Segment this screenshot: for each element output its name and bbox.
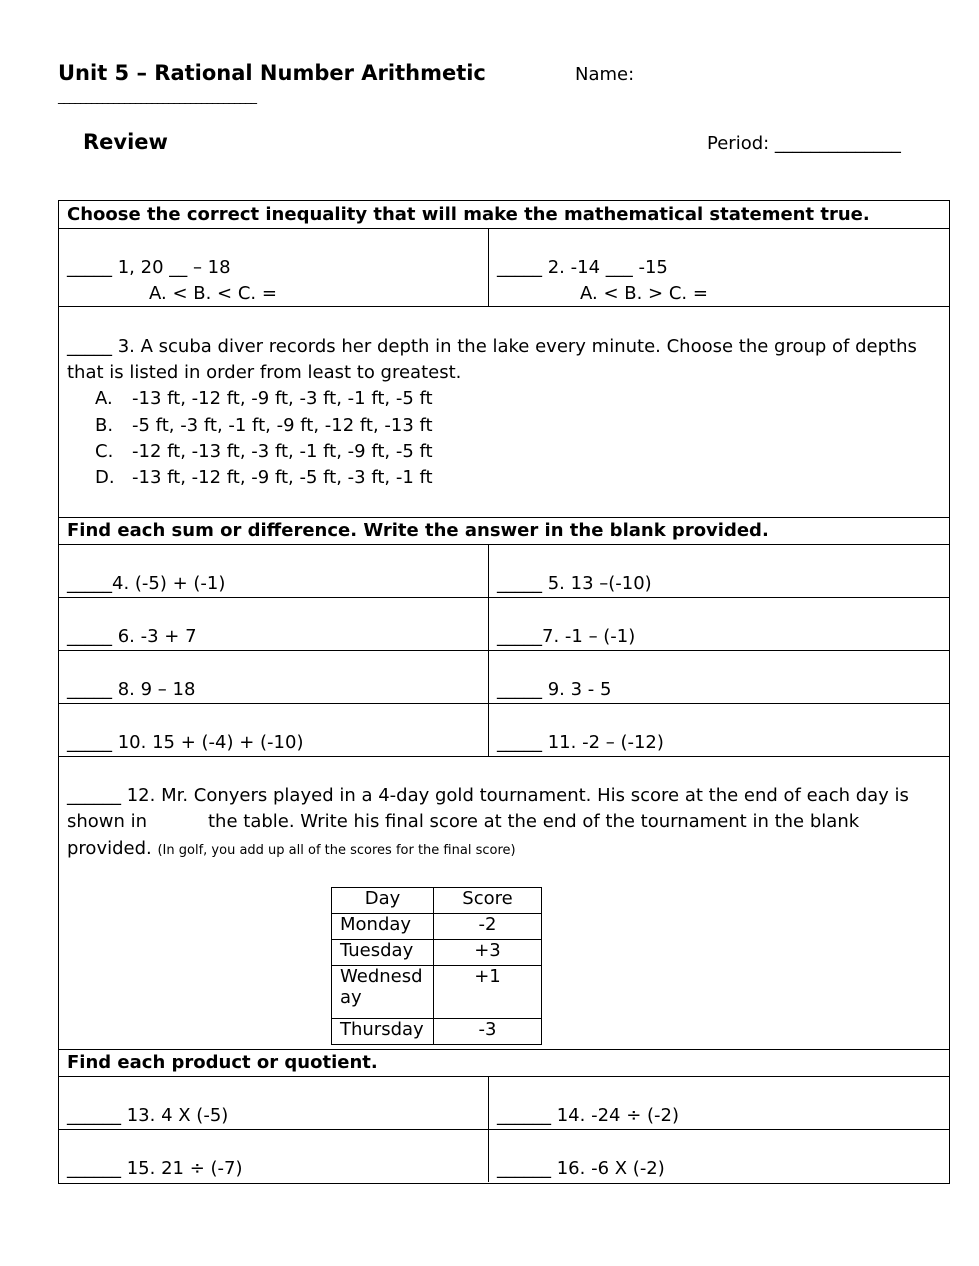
day-cell: Monday	[332, 914, 434, 940]
divider	[58, 597, 949, 598]
day-cell: Thursday	[332, 1019, 434, 1045]
column-divider	[488, 544, 489, 756]
section-instruction-sum: Find each sum or difference. Write the answer in the blank provided.	[67, 520, 769, 541]
option-d: -13 ft, -12 ft, -9 ft, -5 ft, -3 ft, -1 ft	[132, 467, 433, 488]
question-2-choices: A. < B. > C. =	[580, 283, 708, 304]
option-letter: C.	[95, 441, 114, 462]
column-divider	[488, 228, 489, 306]
divider	[58, 228, 949, 229]
question-9[interactable]: _____ 9. 3 - 5	[497, 679, 612, 700]
page-title: Unit 5 – Rational Number Arithmetic	[58, 61, 486, 85]
table-row	[332, 914, 542, 940]
question-5[interactable]: _____ 5. 13 –(-10)	[497, 573, 652, 594]
question-13[interactable]: ______ 13. 4 X (-5)	[67, 1105, 229, 1126]
day-cell-line2: ay	[340, 987, 362, 1008]
score-cell: +3	[434, 940, 542, 966]
period-field[interactable]: Period: ______________	[707, 133, 901, 154]
question-4[interactable]: _____4. (-5) + (-1)	[67, 573, 226, 594]
question-3[interactable]: _____ 3. A scuba diver records her depth in the lake every minute. Choose the group of depths	[67, 336, 917, 357]
column-divider	[488, 1076, 489, 1182]
page-subtitle: Review	[83, 130, 168, 154]
question-16[interactable]: ______ 16. -6 X (-2)	[497, 1158, 665, 1179]
question-7[interactable]: _____7. -1 – (-1)	[497, 626, 636, 647]
option-letter: B.	[95, 415, 114, 436]
table-row	[332, 966, 542, 1019]
golf-score-table	[331, 887, 542, 1045]
divider	[58, 306, 949, 307]
score-cell: +1	[434, 966, 542, 1019]
day-cell-line1: Wednesd	[340, 966, 423, 987]
divider	[58, 703, 949, 704]
divider	[58, 517, 949, 518]
question-2[interactable]: _____ 2. -14 ___ -15	[497, 257, 668, 278]
question-6[interactable]: _____ 6. -3 + 7	[67, 626, 197, 647]
option-letter: A.	[95, 388, 113, 409]
question-12[interactable]: ______ 12. Mr. Conyers played in a 4-day gold tournament. His score at the end of each day is	[67, 785, 909, 806]
question-12-line2a: shown in	[67, 811, 148, 832]
divider	[58, 1049, 949, 1050]
question-14[interactable]: ______ 14. -24 ÷ (-2)	[497, 1105, 679, 1126]
divider	[58, 544, 949, 545]
section-instruction-inequality: Choose the correct inequality that will make the mathematical statement true.	[67, 204, 870, 225]
day-cell	[332, 966, 434, 1019]
score-cell: -2	[434, 914, 542, 940]
section-instruction-product: Find each product or quotient.	[67, 1052, 378, 1073]
question-11[interactable]: _____ 11. -2 – (-12)	[497, 732, 664, 753]
name-label: Name:	[575, 64, 635, 85]
question-12-note: (In golf, you add up all of the scores for the final score)	[157, 843, 516, 858]
table-row	[332, 940, 542, 966]
column-header-score: Score	[434, 888, 542, 914]
day-cell: Tuesday	[332, 940, 434, 966]
question-1[interactable]: _____ 1, 20 __ – 18	[67, 257, 231, 278]
question-12-line2b: the table. Write his final score at the end of the tournament in the blank	[208, 811, 860, 832]
name-line[interactable]: ____________________________________	[58, 90, 256, 105]
table-row	[332, 1019, 542, 1045]
divider	[58, 650, 949, 651]
option-b: -5 ft, -3 ft, -1 ft, -9 ft, -12 ft, -13 ft	[132, 415, 433, 436]
divider	[58, 756, 949, 757]
option-letter: D.	[95, 467, 115, 488]
question-15[interactable]: ______ 15. 21 ÷ (-7)	[67, 1158, 243, 1179]
question-10[interactable]: _____ 10. 15 + (-4) + (-10)	[67, 732, 304, 753]
question-8[interactable]: _____ 8. 9 – 18	[67, 679, 196, 700]
divider	[58, 1076, 949, 1077]
column-header-day: Day	[332, 888, 434, 914]
question-12-provided: provided.	[67, 838, 152, 859]
option-a: -13 ft, -12 ft, -9 ft, -3 ft, -1 ft, -5 ft	[132, 388, 433, 409]
table-header-row	[332, 888, 542, 914]
question-3-line2: that is listed in order from least to greatest.	[67, 362, 462, 383]
question-1-choices: A. < B. < C. =	[149, 283, 277, 304]
score-cell: -3	[434, 1019, 542, 1045]
question-12-line3	[67, 838, 516, 859]
divider	[58, 1129, 949, 1130]
option-c: -12 ft, -13 ft, -3 ft, -1 ft, -9 ft, -5 ft	[132, 441, 433, 462]
